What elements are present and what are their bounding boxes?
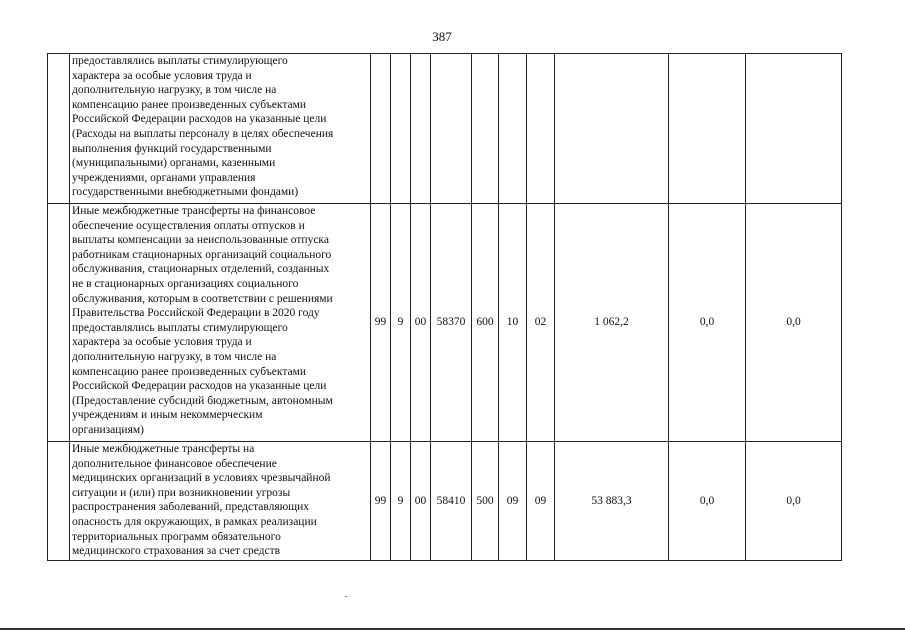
section-cell: 10 <box>499 204 527 442</box>
amount-2022-cell: 0,0 <box>669 442 746 561</box>
section-cell: 09 <box>499 442 527 561</box>
expense-type-cell: 600 <box>472 204 499 442</box>
direction-code-cell: 58370 <box>431 204 472 442</box>
main-measure-code-cell <box>411 54 431 204</box>
main-measure-code-cell: 00 <box>411 442 431 561</box>
row-number-cell <box>48 442 70 561</box>
program-code-cell <box>371 54 391 204</box>
direction-code-cell <box>431 54 472 204</box>
program-code-cell: 99 <box>371 204 391 442</box>
direction-code-cell: 58410 <box>431 442 472 561</box>
program-code-cell: 99 <box>371 442 391 561</box>
subsection-cell <box>527 54 555 204</box>
main-measure-code-cell: 00 <box>411 204 431 442</box>
page-bottom-edge <box>0 628 905 630</box>
expense-type-cell: 500 <box>472 442 499 561</box>
amount-2021-cell: 53 883,3 <box>555 442 669 561</box>
amount-2023-cell: 0,0 <box>746 442 842 561</box>
scan-speck <box>345 596 347 597</box>
description-cell: предоставлялись выплаты стимулирующего характера за особые условия труда и дополнительную нагрузку, в том числе на компенсацию ранее произведенных субъектами Российской Федерации расходов на указанные цели (Расходы на выплаты персоналу в целях обеспечения выполнения функций государственными (муниципальными) органами, казенными учреждениями, органами управления государственными внебюджетными фондами) <box>70 54 371 204</box>
subprogram-code-cell <box>391 54 411 204</box>
amount-2022-cell <box>669 54 746 204</box>
subsection-cell: 02 <box>527 204 555 442</box>
table-row <box>48 442 842 561</box>
subprogram-code-cell: 9 <box>391 204 411 442</box>
amount-2023-cell <box>746 54 842 204</box>
amount-2022-cell: 0,0 <box>669 204 746 442</box>
row-number-cell <box>48 204 70 442</box>
row-number-cell <box>48 54 70 204</box>
subprogram-code-cell: 9 <box>391 442 411 561</box>
subsection-cell: 09 <box>527 442 555 561</box>
table-row <box>48 204 842 442</box>
amount-2021-cell <box>555 54 669 204</box>
section-cell <box>499 54 527 204</box>
budget-table <box>47 53 842 561</box>
amount-2021-cell: 1 062,2 <box>555 204 669 442</box>
page-number: 387 <box>432 29 452 44</box>
amount-2023-cell: 0,0 <box>746 204 842 442</box>
table-row <box>48 54 842 204</box>
description-cell: Иные межбюджетные трансферты на дополнительное финансовое обеспечение медицинских организаций в условиях чрезвычайной ситуации и (или) при возникновении угрозы распространения заболеваний, представляющих опасность для окружающих, в рамках реализации территориальных программ обязательного медицинского страхования за счет средств <box>70 442 371 561</box>
expense-type-cell <box>472 54 499 204</box>
description-cell: Иные межбюджетные трансферты на финансовое обеспечение осуществления оплаты отпусков и выплаты компенсации за неиспользованные отпуска работникам стационарных организаций социального обслуживания, стационарных отделений, созданных не в стационарных организациях социального обслуживания, которым в соответствии с решениями Правительства Российской Федерации в 2020 году предоставлялись выплаты стимулирующего характера за особые условия труда и дополнительную нагрузку, в том числе на компенсацию ранее произведенных субъектами Российской Федерации расходов на указанные цели (Предоставление субсидий бюджетным, автономным учреждениям и иным некоммерческим организациям) <box>70 204 371 442</box>
